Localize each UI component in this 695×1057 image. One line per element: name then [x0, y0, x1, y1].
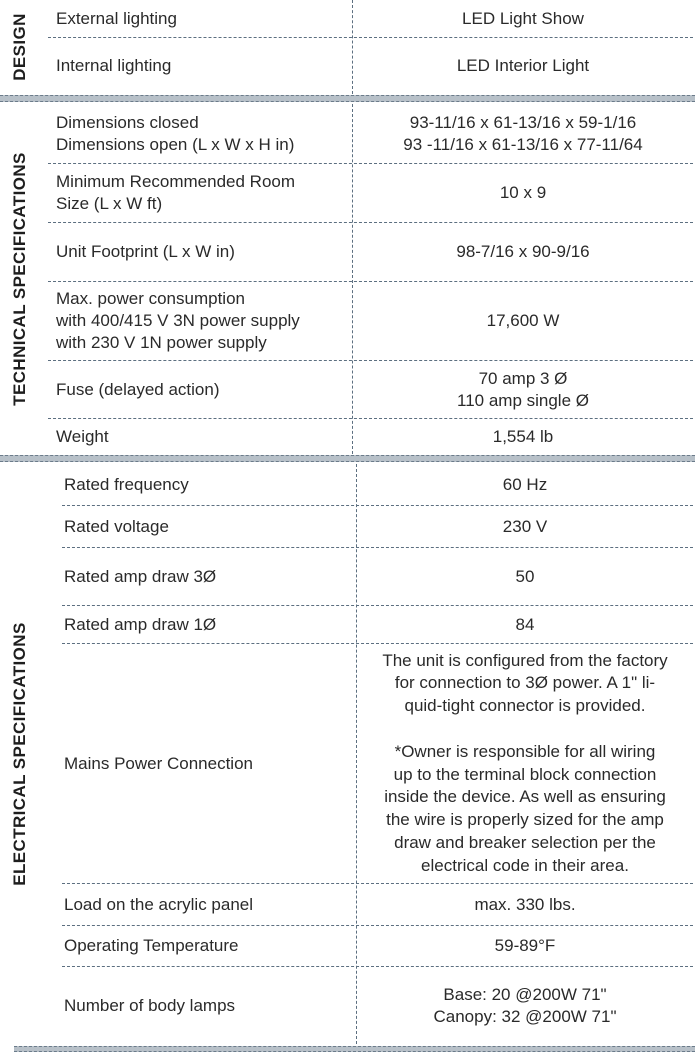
row-label: Minimum Recommended Room Size (L x W ft)	[56, 172, 296, 213]
row-value: 60 Hz	[502, 474, 548, 494]
row-label: Max. power consumption with 400/415 V 3N power supply with 230 V 1N power supply	[56, 289, 300, 352]
table-row	[62, 884, 693, 926]
electrical-label-text: ELECTRICAL SPECIFICATIONS	[10, 622, 29, 886]
row-value: LED Interior Light	[456, 56, 590, 75]
row-value: 93-11/16 x 61-13/16 x 59-1/16 93 -11/16 x 61-13/16 x 77-11/64	[403, 112, 643, 154]
row-value: max. 330 lbs.	[474, 894, 576, 914]
row-value: 230 V	[502, 516, 548, 536]
row-value: 17,600 W	[486, 311, 560, 330]
section-separator	[0, 455, 695, 462]
table-row	[62, 644, 693, 884]
row-label: Fuse (delayed action)	[56, 379, 220, 399]
table-row	[62, 967, 693, 1044]
table-row	[48, 38, 693, 94]
row-value: 59-89°F	[494, 936, 556, 955]
table-row	[48, 164, 693, 223]
row-label: Rated frequency	[64, 474, 189, 494]
row-label: Unit Footprint (L x W in)	[56, 242, 235, 261]
row-label: Internal lighting	[56, 56, 172, 75]
row-value: Base: 20 @200W 71" Canopy: 32 @200W 71"	[433, 984, 617, 1026]
section-separator	[0, 95, 695, 102]
table-row	[48, 361, 693, 419]
table-row	[62, 506, 693, 548]
table-row	[48, 282, 693, 361]
row-label: Rated amp draw 1Ø	[64, 614, 217, 634]
row-value: 84	[515, 614, 535, 634]
technical-label-text: TECHNICAL SPECIFICATIONS	[10, 152, 29, 406]
table-row	[62, 926, 693, 967]
table-row	[48, 104, 693, 164]
row-value: LED Light Show	[462, 8, 584, 28]
table-row	[48, 223, 693, 282]
row-value: 70 amp 3 Ø 110 amp single Ø	[457, 368, 589, 410]
row-label: Rated voltage	[64, 516, 169, 536]
row-label: Operating Temperature	[64, 936, 239, 955]
table-row	[62, 548, 693, 606]
row-value: 10 x 9	[499, 183, 547, 202]
row-value: 1,554 lb	[492, 426, 554, 446]
row-label: Number of body lamps	[64, 995, 236, 1015]
electrical-section-label	[0, 464, 40, 1044]
row-label: Weight	[56, 426, 109, 446]
table-row	[62, 464, 693, 506]
row-label: Rated amp draw 3Ø	[64, 566, 217, 586]
technical-section-label	[0, 104, 40, 454]
row-label: External lighting	[56, 8, 177, 28]
row-label: Dimensions closed Dimensions open (L x W x H in)	[56, 112, 295, 154]
design-section-label	[0, 0, 40, 94]
table-row	[48, 419, 693, 454]
section-separator	[14, 1046, 695, 1052]
row-value: 98-7/16 x 90-9/16	[456, 242, 590, 261]
design-label-text: DESIGN	[10, 13, 29, 81]
row-label: Load on the acrylic panel	[64, 894, 254, 914]
row-value: The unit is configured from the factory for connection to 3Ø power. A 1" li- quid-tight connector is provided. *Owner is responsible for all wiring up to the terminal block connection inside the device. As well as ensuring the wire is properly sized for the amp draw and breaker selection per the electrical code in their area.	[382, 650, 668, 875]
row-label: Mains Power Connection	[64, 753, 253, 773]
table-row	[62, 606, 693, 644]
row-value: 50	[515, 566, 535, 586]
table-row	[48, 0, 693, 38]
